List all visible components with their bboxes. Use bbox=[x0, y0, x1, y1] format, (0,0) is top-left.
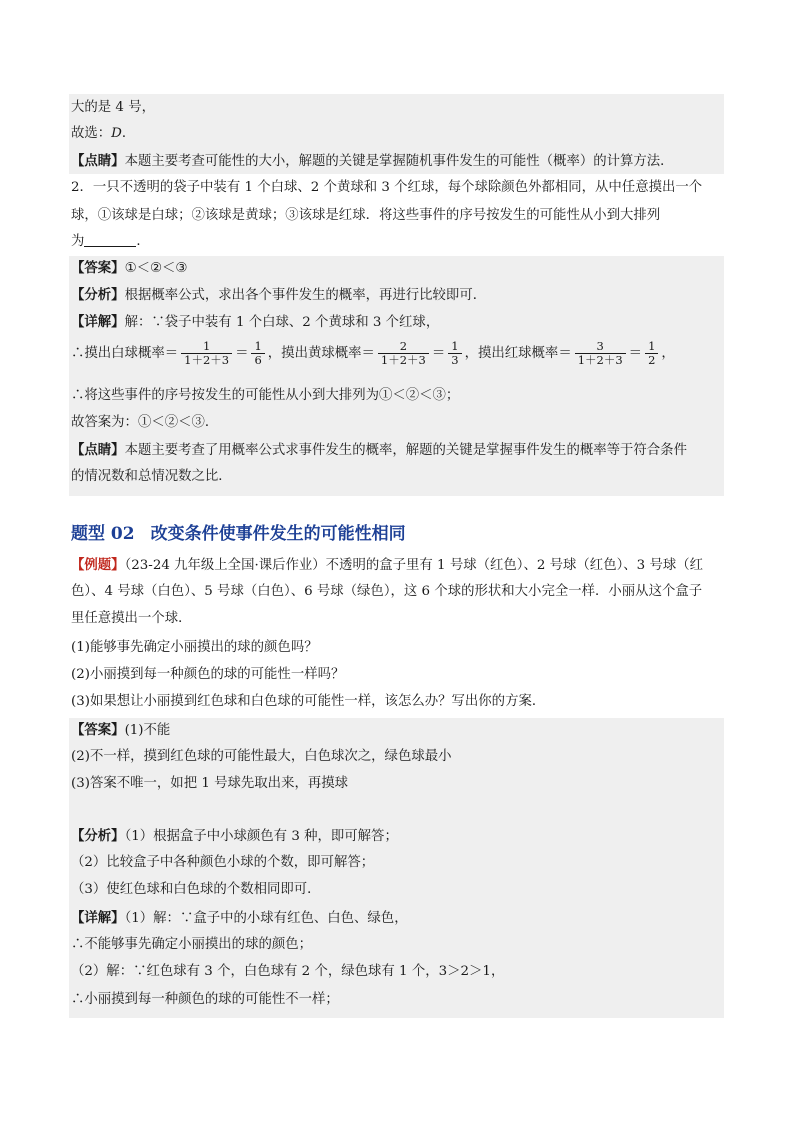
formula-label: ，摸出红球概率＝ bbox=[464, 346, 572, 361]
sub-question: (1)能够事先确定小丽摸出的球的颜色吗？ bbox=[71, 640, 318, 655]
fraction-white bbox=[181, 340, 232, 367]
denominator: 2 bbox=[645, 353, 658, 367]
analysis-line: （3）使红色球和白色球的个数相同即可． bbox=[71, 882, 321, 897]
equals: ＝ bbox=[235, 346, 249, 361]
section-number: 题型 02 bbox=[71, 524, 135, 544]
equals: ＝ bbox=[628, 346, 643, 361]
text-line: 大的是 4 号， bbox=[71, 100, 155, 115]
fraction-red-result bbox=[645, 340, 658, 367]
point-line bbox=[71, 151, 721, 173]
point-text: 本题主要考查了用概率公式求事件发生的概率，解题的关键是掌握事件发生的概率等于符合条件 bbox=[124, 443, 687, 458]
text-fragment: ， bbox=[661, 346, 675, 361]
example-line: 色）、4 号球（白色）、5 号球（白色）、6 号球（绿色），这 6 个球的形状和大小完全一样．小丽从这个盒子 bbox=[71, 584, 703, 599]
fraction-yellow bbox=[378, 340, 429, 367]
analysis-line bbox=[71, 826, 721, 848]
equals: ＝ bbox=[431, 346, 446, 361]
question-line: 2．一只不透明的袋子中装有 1 个白球、2 个黄球和 3 个红球，每个球除颜色外都相同，从中任意摸出一个 bbox=[71, 180, 703, 195]
text-fragment: ． bbox=[136, 234, 150, 249]
analysis-line bbox=[71, 285, 721, 307]
choice-letter: D bbox=[111, 126, 122, 141]
analysis-line: （2）比较盒子中各种颜色小球的个数，即可解答； bbox=[71, 855, 375, 870]
text-fragment: ． bbox=[121, 126, 136, 141]
analysis-tag: 【分析】 bbox=[71, 828, 125, 844]
probability-formula-line bbox=[71, 336, 721, 372]
detail-tag: 【详解】 bbox=[71, 910, 125, 926]
answer-line: (3)答案不唯一，如把 1 号球先取出来，再摸球 bbox=[71, 776, 349, 791]
detail-line bbox=[71, 908, 721, 930]
question-line bbox=[71, 232, 721, 254]
section-title: 改变条件使事件发生的可能性相同 bbox=[150, 524, 406, 544]
fraction-red bbox=[575, 340, 626, 367]
point-tag: 【点睛】 bbox=[71, 442, 125, 458]
detail-line bbox=[71, 312, 721, 334]
answer-line: (2)不一样，摸到红色球的可能性最大，白色球次之，绿色球最小 bbox=[71, 749, 452, 764]
analysis-text: 根据概率公式，求出各个事件发生的概率，再进行比较即可． bbox=[124, 288, 487, 303]
answer-line bbox=[71, 720, 721, 742]
numerator: 1 bbox=[254, 339, 262, 353]
analysis-tag: 【分析】 bbox=[71, 287, 125, 303]
answer-tag: 【答案】 bbox=[71, 722, 125, 738]
answer-tag: 【答案】 bbox=[71, 260, 125, 276]
section-heading bbox=[71, 519, 406, 544]
denominator: 3 bbox=[448, 353, 461, 367]
sub-question: (3)如果想让小丽摸到红色球和白色球的可能性一样，该怎么办？写出你的方案． bbox=[71, 694, 546, 709]
detail-line: ∴小丽摸到每一种颜色的球的可能性不一样； bbox=[71, 992, 339, 1007]
final-answer-line: 故答案为：①＜②＜③． bbox=[71, 415, 219, 430]
numerator: 2 bbox=[399, 339, 408, 353]
detail-line: ∴不能够事先确定小丽摸出的球的颜色； bbox=[71, 937, 313, 952]
numerator: 1 bbox=[202, 339, 211, 353]
example-text: （23-24 九年级上全国·课后作业）不透明的盒子里有 1 号球（红色）、2 号球（红色）、3 号球（红 bbox=[124, 558, 704, 573]
point-text: 本题主要考查可能性的大小，解题的关键是掌握随机事件发生的可能性（概率）的计算方法． bbox=[124, 154, 674, 169]
fraction-yellow-result bbox=[448, 340, 461, 367]
denominator: 6 bbox=[251, 353, 264, 367]
formula-label: ，摸出黄球概率＝ bbox=[267, 346, 375, 361]
denominator: 1＋2＋3 bbox=[575, 353, 626, 367]
denominator: 1＋2＋3 bbox=[181, 353, 232, 367]
fraction-white-result bbox=[251, 340, 264, 367]
point-line bbox=[71, 440, 721, 462]
text-fragment: 故选： bbox=[71, 126, 112, 141]
numerator: 1 bbox=[648, 339, 656, 353]
example-line bbox=[71, 555, 721, 577]
detail-text: 解：∵袋子中装有 1 个白球、2 个黄球和 3 个红球， bbox=[124, 315, 440, 330]
conclusion-line: ∴将这些事件的序号按发生的可能性从小到大排列为①＜②＜③； bbox=[71, 388, 460, 403]
detail-text: （1）解：∵盒子中的小球有红色、白色、绿色， bbox=[124, 911, 408, 926]
answer-choice-line bbox=[71, 124, 721, 146]
answer-line bbox=[71, 258, 721, 280]
answer-text: (1)不能 bbox=[124, 723, 171, 738]
example-tag: 【例题】 bbox=[71, 557, 125, 573]
detail-tag: 【详解】 bbox=[71, 314, 125, 330]
question-line: 球，①该球是白球；②该球是黄球；③该球是红球．将这些事件的序号按发生的可能性从小到大排列 bbox=[71, 208, 661, 223]
answer-text: ①＜②＜③ bbox=[124, 261, 188, 276]
numerator: 3 bbox=[596, 339, 604, 353]
detail-line: （2）解：∵红色球有 3 个，白色球有 2 个，绿色球有 1 个，3＞2＞1， bbox=[71, 964, 505, 979]
analysis-text: （1）根据盒子中小球颜色有 3 种，即可解答； bbox=[124, 829, 398, 844]
answer-blank bbox=[84, 232, 136, 247]
formula-label: ∴摸出白球概率＝ bbox=[71, 346, 179, 361]
text-fragment: 为 bbox=[71, 234, 85, 249]
point-line: 的情况数和总情况数之比． bbox=[71, 469, 232, 484]
numerator: 1 bbox=[451, 339, 459, 353]
example-line: 里任意摸出一个球． bbox=[71, 611, 192, 626]
denominator: 1＋2＋3 bbox=[378, 353, 429, 367]
point-tag: 【点睛】 bbox=[71, 153, 125, 169]
sub-question: (2)小丽摸到每一种颜色的球的可能性一样吗？ bbox=[71, 667, 345, 682]
